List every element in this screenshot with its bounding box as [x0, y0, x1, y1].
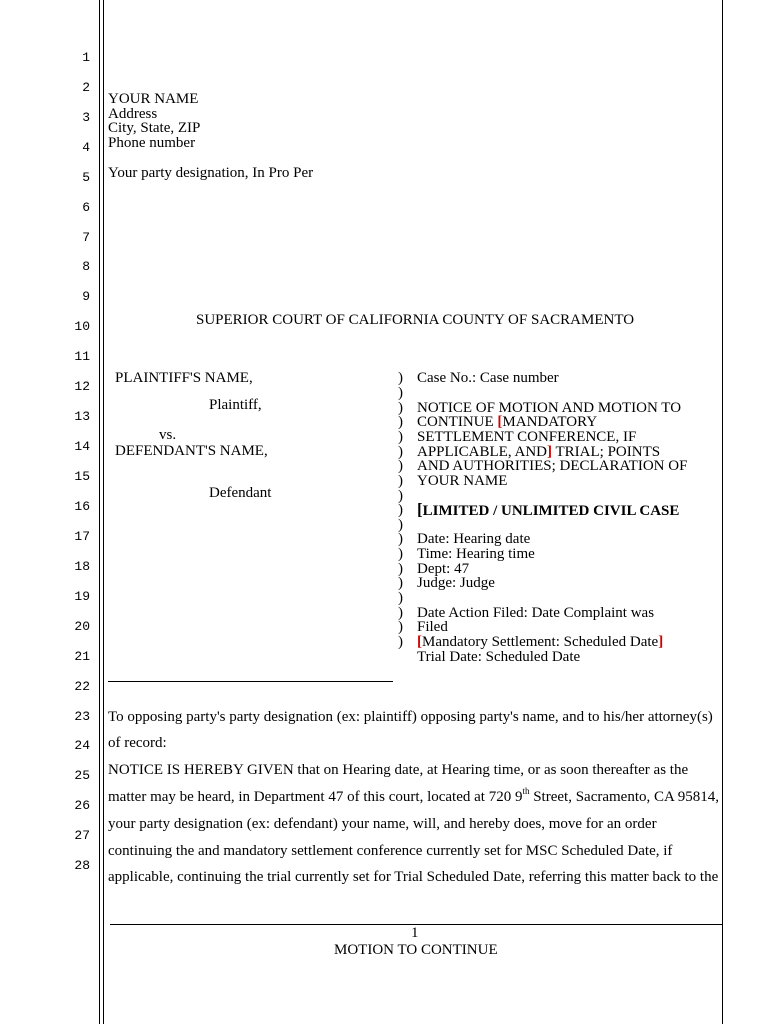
line-number: 22 — [74, 679, 90, 694]
motion-title-text: APPLICABLE, AND — [417, 444, 548, 460]
caption-paren: ) — [398, 444, 403, 460]
line-number: 4 — [82, 140, 90, 155]
versus-label: vs. — [159, 427, 177, 443]
line-number: 15 — [74, 469, 90, 484]
plaintiff-label: Plaintiff, — [209, 397, 262, 413]
line-number: 6 — [82, 200, 90, 215]
case-type-text: LIMITED / UNLIMITED CIVIL CASE — [422, 503, 680, 519]
caption-paren: ) — [398, 546, 403, 562]
case-type — [417, 502, 679, 519]
line-number: 26 — [74, 798, 90, 813]
bracket-open: [ — [417, 634, 422, 650]
motion-title-line: AND AUTHORITIES; DECLARATION OF — [417, 458, 688, 474]
caption-paren: ) — [398, 634, 403, 650]
filer-city-state-zip: City, State, ZIP — [108, 120, 201, 136]
motion-title-line: SETTLEMENT CONFERENCE, IF — [417, 429, 637, 445]
caption-underline — [108, 681, 393, 682]
department: Dept: 47 — [417, 561, 470, 577]
motion-title-line: NOTICE OF MOTION AND MOTION TO — [417, 400, 682, 416]
line-number: 5 — [82, 170, 90, 185]
motion-title-line: YOUR NAME — [417, 473, 508, 489]
line-number: 1 — [82, 50, 90, 65]
line-number: 25 — [74, 768, 90, 783]
footer-title: MOTION TO CONTINUE — [334, 942, 498, 958]
msc-text: Mandatory Settlement: Scheduled Date — [422, 634, 659, 650]
msc-date — [417, 635, 663, 650]
body-text: Street, Sacramento, CA 95814, — [529, 789, 720, 805]
defendant-name: DEFENDANT'S NAME, — [115, 443, 268, 459]
line-number: 13 — [74, 409, 90, 424]
body-line: your party designation (ex: defendant) your name, will, and hereby does, move for an order — [108, 816, 657, 832]
caption-paren: ) — [398, 531, 403, 547]
caption-paren: ) — [398, 473, 403, 489]
court-title: SUPERIOR COURT OF CALIFORNIA COUNTY OF SACRAMENTO — [196, 312, 635, 328]
filer-name: YOUR NAME — [108, 91, 199, 107]
body-text: matter may be heard, in Department 47 of this court, located at 720 9 — [108, 789, 523, 805]
motion-title-text: TRIAL; POINTS — [552, 444, 661, 460]
bracket-close: ] — [547, 444, 553, 460]
judge: Judge: Judge — [417, 575, 495, 591]
line-number: 24 — [74, 738, 90, 753]
case-type-bracket: [ — [417, 500, 423, 519]
line-number: 21 — [74, 649, 90, 664]
caption-paren: ) — [398, 400, 403, 416]
caption-paren: ) — [398, 370, 403, 386]
line-number: 11 — [74, 349, 90, 364]
caption-paren: ) — [398, 517, 403, 533]
caption-paren: ) — [398, 429, 403, 445]
line-number: 10 — [74, 319, 90, 334]
caption-paren: ) — [398, 458, 403, 474]
caption-paren: ) — [398, 414, 403, 430]
body-line: NOTICE IS HEREBY GIVEN that on Hearing date, at Hearing time, or as soon thereafter as the — [108, 762, 689, 778]
case-number: Case No.: Case number — [417, 370, 559, 386]
trial-date: Trial Date: Scheduled Date — [417, 649, 581, 665]
body-line: continuing the and mandatory settlement conference currently set for MSC Scheduled Date, if — [108, 843, 673, 859]
right-margin-rule — [722, 0, 723, 1024]
bracket-open: [ — [497, 414, 503, 430]
body-line — [108, 786, 720, 805]
caption-paren: ) — [398, 590, 403, 606]
page-number: 1 — [411, 925, 419, 941]
motion-title-text: CONTINUE — [417, 414, 498, 430]
line-number: 9 — [82, 289, 90, 304]
hearing-time: Time: Hearing time — [417, 546, 535, 562]
body-line: of record: — [108, 735, 167, 751]
line-number: 8 — [82, 259, 90, 274]
line-number: 16 — [74, 499, 90, 514]
line-number: 18 — [74, 559, 90, 574]
line-number: 17 — [74, 529, 90, 544]
action-filed: Filed — [417, 619, 448, 635]
motion-title-line — [417, 415, 597, 430]
caption-paren: ) — [398, 605, 403, 621]
caption-paren: ) — [398, 575, 403, 591]
party-designation: Your party designation, In Pro Per — [108, 165, 314, 181]
ordinal-suffix: th — [522, 786, 530, 796]
caption-paren: ) — [398, 619, 403, 635]
motion-title-text: MANDATORY — [502, 414, 598, 430]
caption-paren: ) — [398, 385, 403, 401]
left-margin-rule-inner — [103, 0, 104, 1024]
defendant-label: Defendant — [209, 485, 272, 501]
action-filed: Date Action Filed: Date Complaint was — [417, 605, 655, 621]
bracket-close: ] — [658, 634, 664, 650]
line-number: 14 — [74, 439, 90, 454]
filer-phone: Phone number — [108, 135, 196, 151]
filer-address: Address — [108, 106, 158, 122]
body-line: applicable, continuing the trial currently set for Trial Scheduled Date, referring this matter back to the — [108, 869, 719, 885]
line-number: 3 — [82, 110, 90, 125]
caption-paren: ) — [398, 488, 403, 504]
line-number: 23 — [74, 709, 90, 724]
plaintiff-name: PLAINTIFF'S NAME, — [115, 370, 253, 386]
hearing-date: Date: Hearing date — [417, 531, 531, 547]
line-number: 19 — [74, 589, 90, 604]
line-number: 7 — [82, 230, 90, 245]
caption-paren: ) — [398, 561, 403, 577]
line-number: 12 — [74, 379, 90, 394]
body-line: To opposing party's party designation (ex: plaintiff) opposing party's name, and to his/her attorney(s) — [108, 709, 713, 725]
left-margin-rule-outer — [99, 0, 100, 1024]
line-number: 20 — [74, 619, 90, 634]
caption-paren: ) — [398, 502, 403, 518]
line-number: 2 — [82, 80, 90, 95]
line-number: 28 — [74, 858, 90, 873]
line-number: 27 — [74, 828, 90, 843]
